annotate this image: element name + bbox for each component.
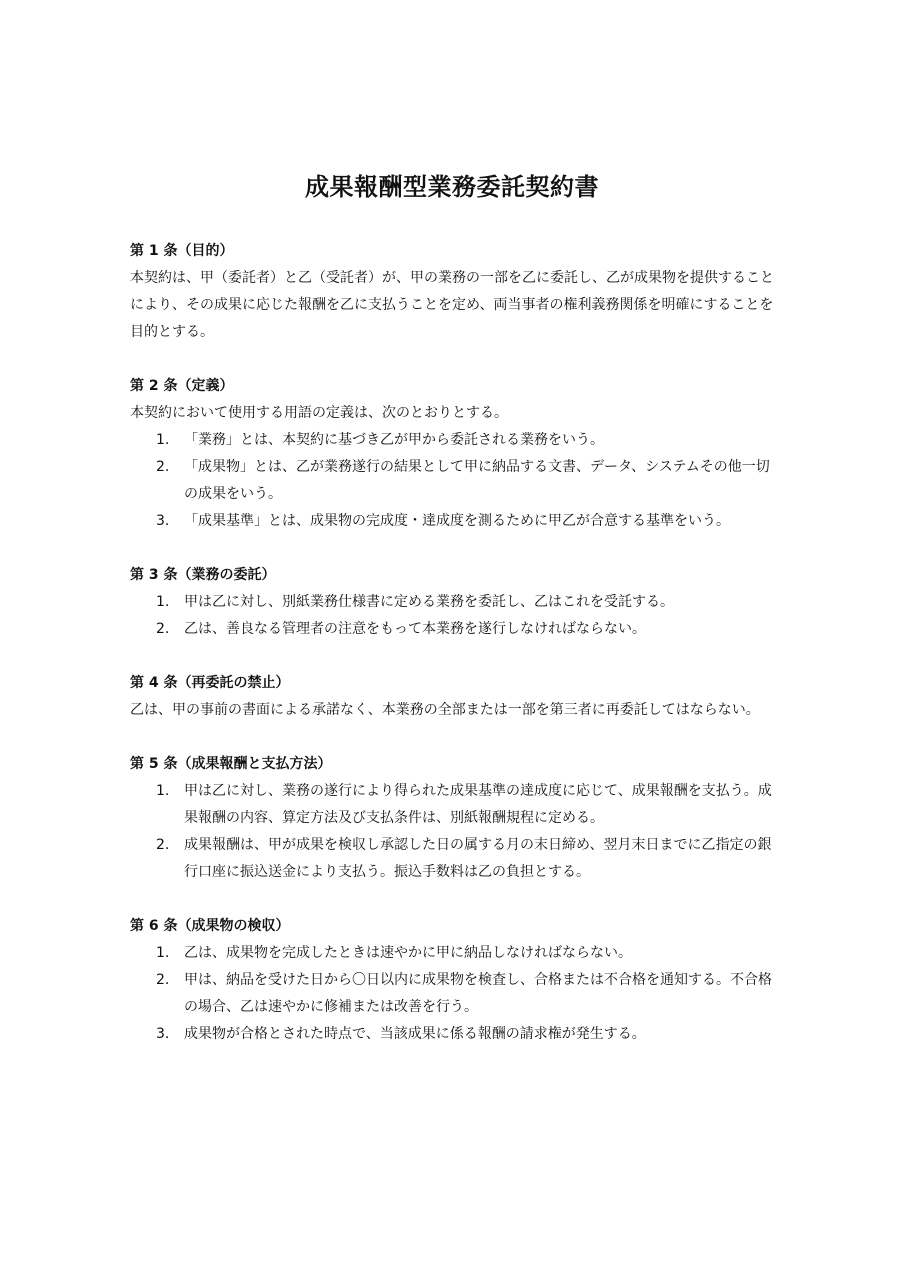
list-item-text: 甲は乙に対し、業務の遂行により得られた成果基準の達成度に応じて、成果報酬を支払う。成果報酬の内容、算定方法及び支払条件は、別紙報酬規程に定める。	[184, 783, 772, 826]
article-1	[130, 238, 780, 346]
list-item	[130, 427, 780, 454]
article-heading: 第 1 条（目的）	[130, 243, 234, 259]
list-item	[130, 778, 780, 832]
list-item-text: 「成果基準」とは、成果物の完成度・達成度を測るために甲乙が合意する基準をいう。	[184, 513, 730, 529]
list-item	[130, 940, 780, 967]
article-5	[130, 751, 780, 886]
article-text: 本契約において使用する用語の定義は、次のとおりとする。	[130, 405, 508, 421]
article-text: 本契約は、甲（委託者）と乙（受託者）が、甲の業務の一部を乙に委託し、乙が成果物を提供することにより、その成果に応じた報酬を乙に支払うことを定め、両当事者の権利義務関係を明確にすることを目的とする。	[130, 270, 774, 340]
list-item-text: 「成果物」とは、乙が業務遂行の結果として甲に納品する文書、データ、システムその他一切の成果をいう。	[184, 459, 770, 502]
list-item-text: 成果物が合格とされた時点で、当該成果に係る報酬の請求権が発生する。	[184, 1026, 646, 1042]
list-item-text: 甲は、納品を受けた日から〇日以内に成果物を検査し、合格または不合格を通知する。不合格の場合、乙は速やかに修補または改善を行う。	[184, 972, 772, 1015]
list-item-text: 甲は乙に対し、別紙業務仕様書に定める業務を委託し、乙はこれを受託する。	[184, 594, 674, 610]
article-3	[130, 562, 780, 643]
article-heading: 第 3 条（業務の委託）	[130, 567, 276, 583]
list-item-number: 1.	[156, 432, 170, 448]
article-4	[130, 670, 780, 724]
article-heading: 第 4 条（再委託の禁止）	[130, 675, 290, 691]
list-item-number: 1.	[156, 783, 170, 799]
list-item-number: 2.	[156, 837, 170, 853]
article-list	[130, 940, 780, 1048]
list-item-text: 乙は、善良なる管理者の注意をもって本業務を遂行しなければならない。	[184, 621, 646, 637]
list-item-text: 「業務」とは、本契約に基づき乙が甲から委託される業務をいう。	[184, 432, 604, 448]
list-item	[130, 616, 780, 643]
list-item	[130, 1021, 780, 1048]
article-heading: 第 2 条（定義）	[130, 378, 234, 394]
list-item-number: 1.	[156, 945, 170, 961]
article-2	[130, 373, 780, 535]
list-item	[130, 832, 780, 886]
document-title: 成果報酬型業務委託契約書	[305, 173, 599, 201]
list-item	[130, 589, 780, 616]
article-6	[130, 913, 780, 1048]
article-list	[130, 589, 780, 643]
list-item-text: 成果報酬は、甲が成果を検収し承認した日の属する月の末日締め、翌月末日までに乙指定の銀行口座に振込送金により支払う。振込手数料は乙の負担とする。	[184, 837, 772, 880]
article-list	[130, 778, 780, 886]
article-text: 乙は、甲の事前の書面による承諾なく、本業務の全部または一部を第三者に再委託してはならない。	[130, 702, 760, 718]
list-item-number: 3.	[156, 513, 170, 529]
article-list	[130, 427, 780, 535]
list-item-number: 1.	[156, 594, 170, 610]
list-item-text: 乙は、成果物を完成したときは速やかに甲に納品しなければならない。	[184, 945, 632, 961]
list-item	[130, 454, 780, 508]
document-body	[130, 238, 780, 1075]
list-item	[130, 508, 780, 535]
list-item-number: 2.	[156, 621, 170, 637]
list-item-number: 2.	[156, 972, 170, 988]
article-heading: 第 6 条（成果物の検収）	[130, 918, 290, 934]
article-heading: 第 5 条（成果報酬と支払方法）	[130, 756, 332, 772]
list-item	[130, 967, 780, 1021]
list-item-number: 2.	[156, 459, 170, 475]
list-item-number: 3.	[156, 1026, 170, 1042]
